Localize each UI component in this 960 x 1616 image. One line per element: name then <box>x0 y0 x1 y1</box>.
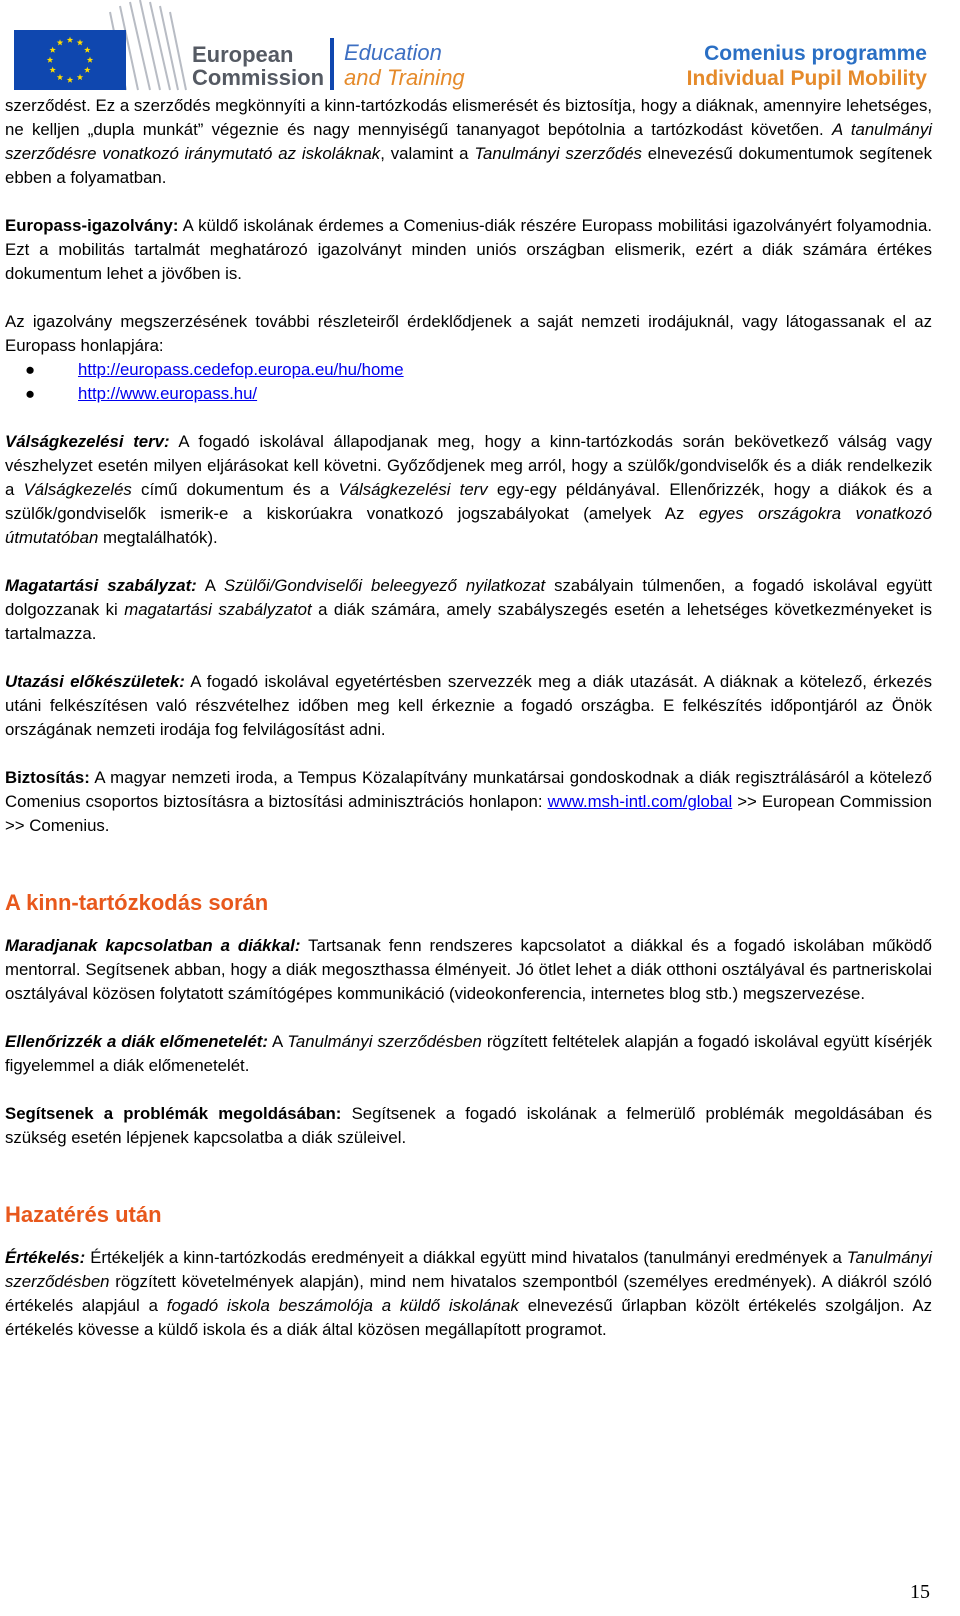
programme-subtitle: Individual Pupil Mobility <box>686 67 927 90</box>
paragraph-code-of-conduct: Magatartási szabályzat: A Szülői/Gondviselői beleegyező nyilatkozat szabályain túlmenően, a fogadó iskolával együtt dolgozzanak ki magatartási szabályzatot a diák számára, amely szabályszegés esetén a lehetséges következményeket is tartalmazza. <box>5 576 932 643</box>
europass-link-list <box>5 358 932 406</box>
msh-intl-link[interactable]: www.msh-intl.com/global <box>547 792 733 811</box>
paragraph-study-agreement: szerződést. Ez a szerződés megkönnyíti a kinn-tartózkodás elismerését és biztosítja, hogy a diáknak, amennyire lehetséges, ne kelljen „dupla munkát” végeznie és nagy mennyiségű tananyagot bepótolnia a tartózkodást követően. A tanulmányi szerződésre vonatkozó iránymutató az iskoláknak, valamint a Tanulmányi szerződés elnevezésű dokumentumok segítenek ebben a folyamatban. <box>5 96 932 187</box>
header-divider <box>330 38 334 90</box>
paragraph-crisis-plan: Válságkezelési terv: A fogadó iskolával állapodjanak meg, hogy a kinn-tartózkodás során bekövetkező válság vagy vészhelyzet esetén milyen eljárásokat kell követni. Győződjenek meg arról, hogy a szülők/gondviselők és a diák rendelkezik a Válságkezelés című dokumentum és a Válságkezelési terv egy-egy példányával. Ellenőrizzék, hogy a diákok és a szülők/gondviselők ismerik-e a kiskorúakra vonatkozó jogszabályokat (amelyek Az egyes országokra vonatkozó útmutatóban megtalálhatók). <box>5 432 933 547</box>
paragraph-keep-in-touch: Maradjanak kapcsolatban a diákkal: Tartsanak fenn rendszeres kapcsolatot a diákkal és a fogadó iskolában működő mentorral. Segítsenek abban, hogy a diák megoszthassa élményeit. Jó ötlet lehet a diák otthoni osztályával és partneriskolai osztályával közösen folytatott számítógépes kommunikáció (videokonferencia, internetes blog stb.) megszervezése. <box>5 936 932 1003</box>
page-number: 15 <box>910 1581 930 1603</box>
paragraph-europass-details: Az igazolvány megszerzésének további részleteiről érdeklődjenek a saját nemzeti irodájuknál, vagy látogassanak el az Europass honlapjára: <box>5 312 932 355</box>
eu-flag-icon <box>14 30 126 90</box>
bullet-icon: ● <box>25 384 36 403</box>
europass-hu-link[interactable]: http://www.europass.hu/ <box>78 384 258 403</box>
paragraph-insurance: Biztosítás: A magyar nemzeti iroda, a Tempus Közalapítvány munkatársai gondoskodnak a diák regisztrálásáról a kötelező Comenius csoportos biztosításra a biztosítási adminisztrációs honlapon: www.msh-intl.com/global >> European Commission >> Comenius. <box>5 768 932 835</box>
paragraph-monitor-progress: Ellenőrizzék a diák előmenetelét: A Tanulmányi szerződésben rögzített feltételek alapján a fogadó iskolával együtt kísérjék figyelemmel a diák előmenetelét. <box>5 1032 932 1075</box>
document-body <box>5 94 932 1342</box>
section-heading-after-return: Hazatérés után <box>5 1202 162 1227</box>
bullet-icon: ● <box>25 360 36 379</box>
list-item <box>25 358 932 382</box>
section-heading-during-stay: A kinn-tartózkodás során <box>5 890 269 915</box>
paragraph-evaluation: Értékelés: Értékeljék a kinn-tartózkodás eredményeit a diákkal együtt mind hivatalos (tanulmányi eredmények a Tanulmányi szerződésben rögzített követelmények alapján), mind nem hivatalos szempontból (személyes eredmények). A diákról szóló értékelés alapjául a fogadó iskola beszámolója a küldő iskolának elnevezésű űrlapban közölt értékelés szolgáljon. Az értékelés kövesse a küldő iskola és a diák által közösen megállapított programot. <box>5 1248 932 1339</box>
ec-logo-line1: European <box>192 42 294 67</box>
programme-title: Comenius programme <box>704 42 927 65</box>
et-logo-line2: and Training <box>344 65 465 90</box>
ec-logo-line2: Commission <box>192 65 325 90</box>
list-item <box>25 382 932 406</box>
paragraph-europass: Europass-igazolvány: A küldő iskolának érdemes a Comenius-diák részére Europass mobilitási igazolványért folyamodnia. Ezt a mobilitás tartalmát meghatározó igazolványt minden uniós országban elismerik, ezért a diák számára értékes dokumentum lehet a jövőben is. <box>5 216 932 283</box>
paragraph-help-problems: Segítsenek a problémák megoldásában: Segítsenek a fogadó iskolának a felmerülő problémák megoldásában és szükség esetén lépjenek kapcsolatba a diák szüleivel. <box>5 1104 932 1147</box>
paragraph-travel: Utazási előkészületek: A fogadó iskolával egyetértésben szervezzék meg a diák utazását. A diáknak a kötelező, érkezés utáni felkészítésen való részvételhez időben meg kell érkeznie a fogadó országba. E felkészítés időpontjáról az Önök országának nemzeti irodája fog felvilágosítást adni. <box>5 672 932 739</box>
et-logo-line1: Education <box>344 40 442 65</box>
europass-cedefop-link[interactable]: http://europass.cedefop.europa.eu/hu/home <box>78 360 404 379</box>
page-header <box>0 0 960 96</box>
